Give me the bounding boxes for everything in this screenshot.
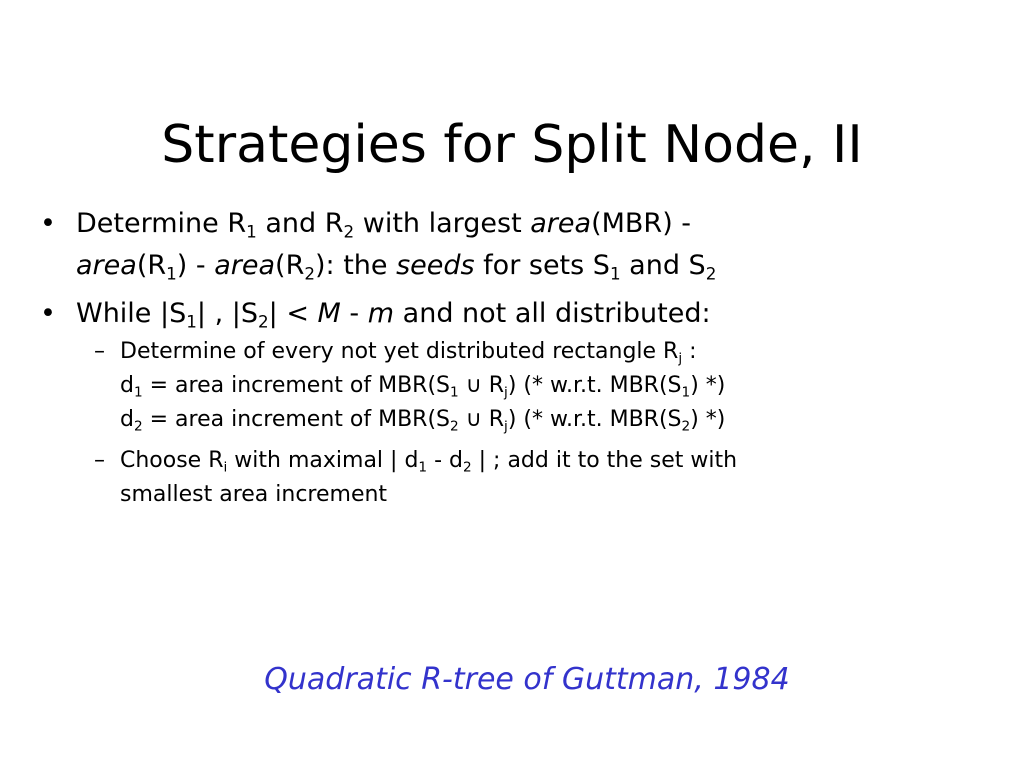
bullet-while-line: While $|S_1|$ , $|S_2| < M - m$ and not all distributed: [76, 298, 711, 332]
subbullet-choose-line-1: Choose $R_i$ with maximal | $d_1 - d_2$ | ; add it to the set with [120, 448, 738, 476]
footer-citation: Quadratic R-tree of Guttman, 1984 [264, 662, 790, 697]
slide-body [40, 203, 1000, 512]
bullet-marker: • [40, 208, 56, 239]
bullet-while-loop [40, 293, 1000, 335]
bullet-marker: • [40, 298, 56, 329]
bullet-seeds-line-1: Determine $R_1$ and $R_2$ with largest area(MBR) - [76, 208, 692, 242]
bullet-seeds [40, 203, 1000, 287]
subbullet-determine-line-1: Determine of every not yet distributed rectangle $R_j$ : [120, 339, 697, 367]
subbullet-choose [40, 444, 1000, 512]
subbullet-marker: – [94, 448, 105, 473]
slide-title: Strategies for Split Node, II [161, 114, 863, 175]
subbullet-marker: – [94, 339, 105, 364]
subbullet-choose-line-2: smallest area increment [120, 482, 388, 507]
bullet-seeds-line-2: $area(R_1)$ - $area(R_2)$: the seeds for sets $S_1$ and $S_2$ [76, 250, 717, 284]
subbullet-determine-line-3: $d_2$ = area increment of $MBR(S_2$ ∪ $R_j$) (* w.r.t. $MBR(S_2)$ *) [120, 407, 726, 435]
subbullet-determine-line-2: $d_1$ = area increment of $MBR(S_1$ ∪ $R_j$) (* w.r.t. $MBR(S_1)$ *) [120, 373, 726, 401]
subbullet-determine [40, 335, 1000, 437]
